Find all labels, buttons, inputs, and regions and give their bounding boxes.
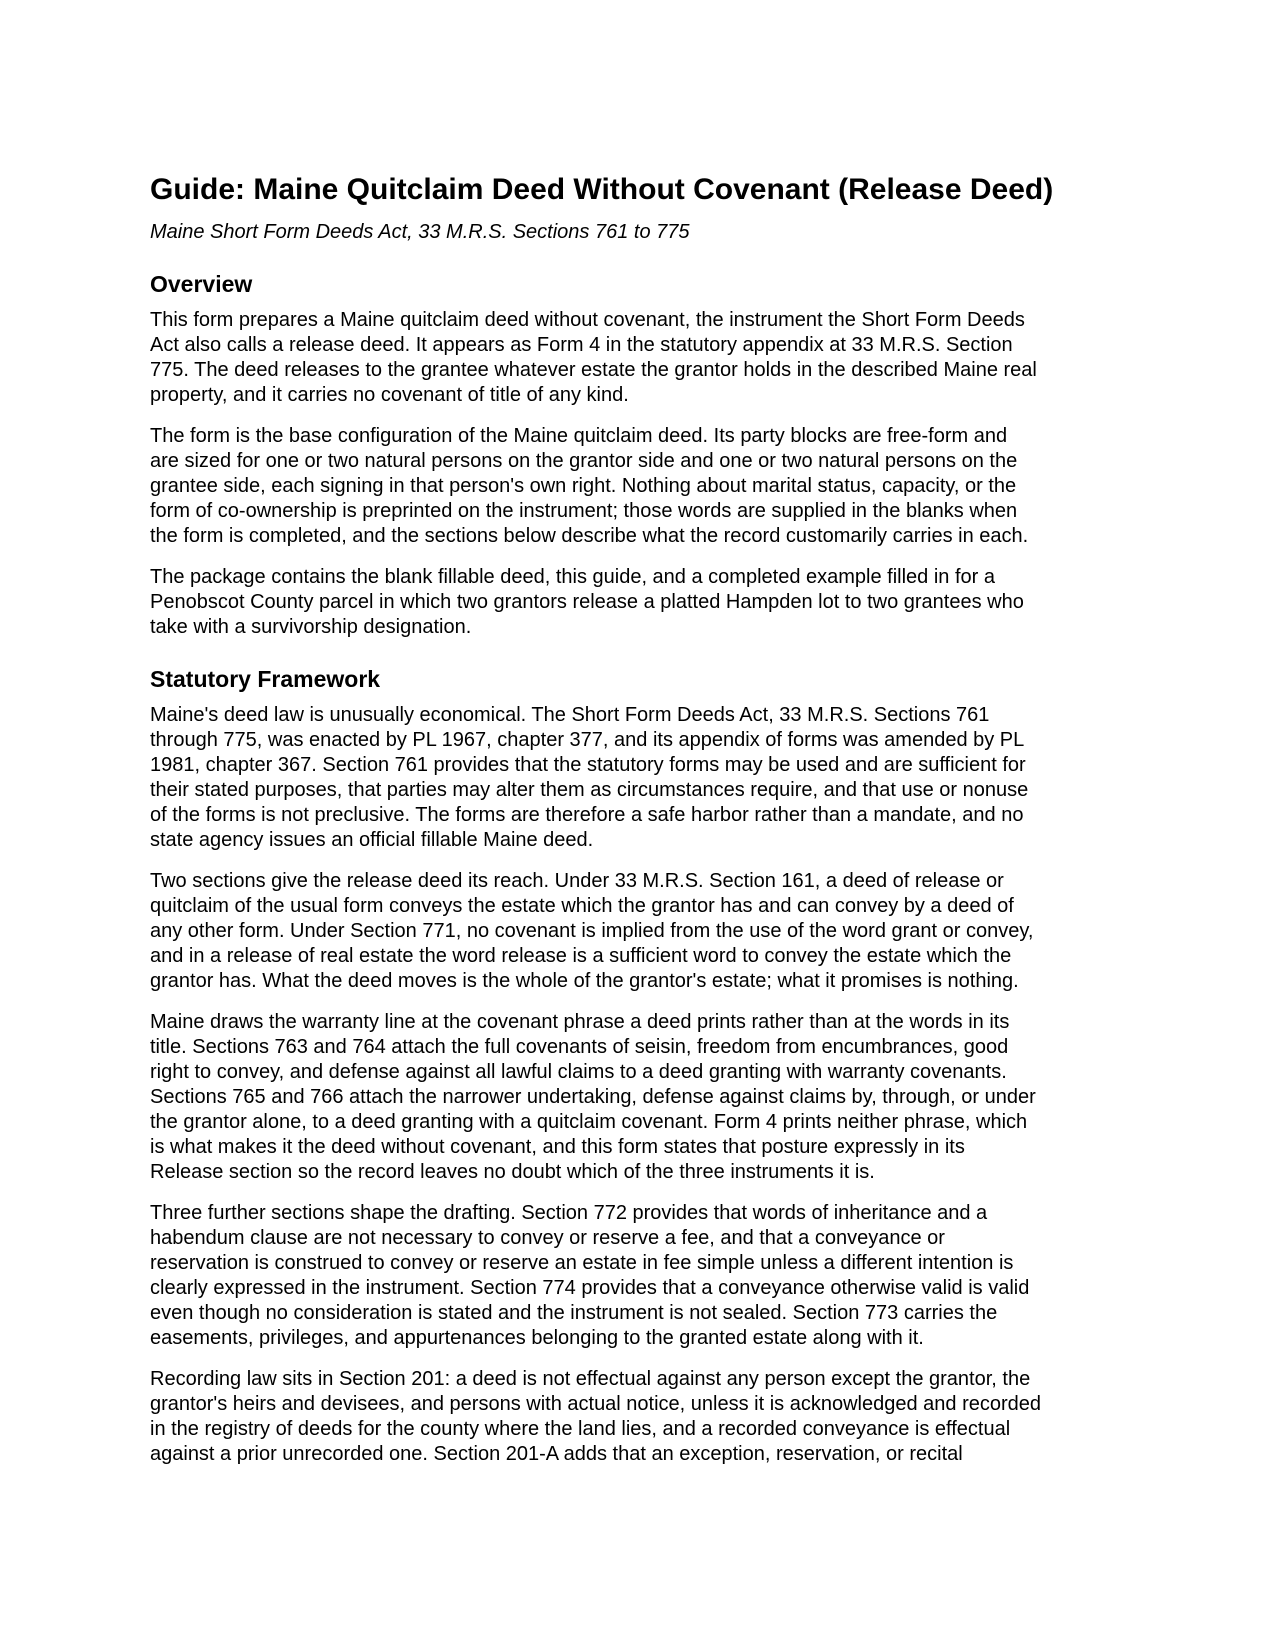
text-line: The form is the base configuration of the Maine quitclaim deed. Its party blocks are free-form and — [150, 425, 1008, 447]
overview-paragraph-1 — [150, 308, 1130, 408]
text-line: Maine draws the warranty line at the covenant phrase a deed prints rather than at the words in its — [150, 1011, 1010, 1033]
text-line: title. Sections 763 and 764 attach the full covenants of seisin, freedom from encumbrances, good — [150, 1036, 1009, 1058]
text-line: Three further sections shape the drafting. Section 772 provides that words of inheritance and a — [150, 1202, 988, 1224]
text-line: is what makes it the deed without covenant, and this form states that posture expressly in its — [150, 1136, 965, 1158]
text-line: take with a survivorship designation. — [150, 616, 472, 638]
framework-paragraph-4 — [150, 1201, 1130, 1351]
section-overview — [150, 270, 1130, 640]
text-line: grantee side, each signing in that person's own right. Nothing about marital status, capacity, or the — [150, 475, 1017, 497]
text-line: reservation is construed to convey or reserve an estate in fee simple unless a different intention is — [150, 1252, 1014, 1274]
text-line: Sections 765 and 766 attach the narrower undertaking, defense against claims by, through, or under — [150, 1086, 1036, 1108]
overview-paragraph-3 — [150, 565, 1130, 640]
text-line: easements, privileges, and appurtenances belonging to the granted estate along with it. — [150, 1327, 924, 1349]
overview-paragraph-2 — [150, 424, 1130, 549]
text-line: in the registry of deeds for the county where the land lies, and a recorded conveyance is effectual — [150, 1418, 1011, 1440]
text-line: 1981, chapter 367. Section 761 provides that the statutory forms may be used and are sufficient for — [150, 754, 1026, 776]
framework-paragraph-3 — [150, 1010, 1130, 1185]
section-heading-statutory-framework: Statutory Framework — [150, 666, 381, 692]
text-line: of the forms is not preclusive. The forms are therefore a safe harbor rather than a mandate, and no — [150, 804, 1024, 826]
text-line: habendum clause are not necessary to convey or reserve a fee, and that a conveyance or — [150, 1227, 945, 1249]
text-line: form of co-ownership is preprinted on the instrument; those words are supplied in the blanks when — [150, 500, 1018, 522]
text-line: This form prepares a Maine quitclaim deed without covenant, the instrument the Short Form Deeds — [150, 309, 1025, 331]
text-line: Maine's deed law is unusually economical. The Short Form Deeds Act, 33 M.R.S. Sections 761 — [150, 704, 990, 726]
text-line: clearly expressed in the instrument. Section 774 provides that a conveyance otherwise valid is valid — [150, 1277, 1030, 1299]
text-line: quitclaim of the usual form conveys the estate which the grantor has and can convey by a deed of — [150, 895, 1014, 917]
text-line: grantor's heirs and devisees, and persons with actual notice, unless it is acknowledged and recorded — [150, 1393, 1042, 1415]
text-line: any other form. Under Section 771, no covenant is implied from the use of the word grant or convey, — [150, 920, 1034, 942]
text-line: The package contains the blank fillable deed, this guide, and a completed example filled in for a — [150, 566, 995, 588]
text-line: through 775, was enacted by PL 1967, chapter 377, and its appendix of forms was amended by PL — [150, 729, 1025, 751]
text-line: state agency issues an official fillable Maine deed. — [150, 829, 594, 851]
text-line: their stated purposes, that parties may alter them as circumstances require, and that use or nonuse — [150, 779, 1029, 801]
document-page — [150, 172, 1130, 1467]
text-line: are sized for one or two natural persons on the grantor side and one or two natural persons on the — [150, 450, 1018, 472]
document-subtitle: Maine Short Form Deeds Act, 33 M.R.S. Sections 761 to 775 — [150, 221, 690, 243]
text-line: Act also calls a release deed. It appears as Form 4 in the statutory appendix at 33 M.R.S. Section — [150, 334, 1013, 356]
document-title: Guide: Maine Quitclaim Deed Without Covenant (Release Deed) — [150, 173, 1054, 206]
framework-paragraph-2 — [150, 869, 1130, 994]
text-line: 775. The deed releases to the grantee whatever estate the grantor holds in the described Maine real — [150, 359, 1037, 381]
text-line: even though no consideration is stated and the instrument is not sealed. Section 773 carries the — [150, 1302, 998, 1324]
text-line: the grantor alone, to a deed granting with a quitclaim covenant. Form 4 prints neither phrase, which — [150, 1111, 1028, 1133]
text-line: Recording law sits in Section 201: a deed is not effectual against any person except the grantor, the — [150, 1368, 1031, 1390]
text-line: property, and it carries no covenant of title of any kind. — [150, 384, 629, 406]
text-line: right to convey, and defense against all lawful claims to a deed granting with warranty covenants. — [150, 1061, 1007, 1083]
section-statutory-framework — [150, 665, 1130, 1467]
text-line: Penobscot County parcel in which two grantors release a platted Hampden lot to two grantees who — [150, 591, 1024, 613]
text-line: grantor has. What the deed moves is the whole of the grantor's estate; what it promises is nothing. — [150, 970, 1019, 992]
text-line: Two sections give the release deed its reach. Under 33 M.R.S. Section 161, a deed of release or — [150, 870, 1004, 892]
framework-paragraph-5 — [150, 1367, 1130, 1467]
section-heading-overview: Overview — [150, 271, 253, 297]
text-line: Release section so the record leaves no doubt which of the three instruments it is. — [150, 1161, 875, 1183]
framework-paragraph-1 — [150, 703, 1130, 853]
text-line: the form is completed, and the sections below describe what the record customarily carries in each. — [150, 525, 1029, 547]
text-line: against a prior unrecorded one. Section 201-A adds that an exception, reservation, or recital — [150, 1443, 963, 1465]
text-line: and in a release of real estate the word release is a sufficient word to convey the estate which the — [150, 945, 1012, 967]
